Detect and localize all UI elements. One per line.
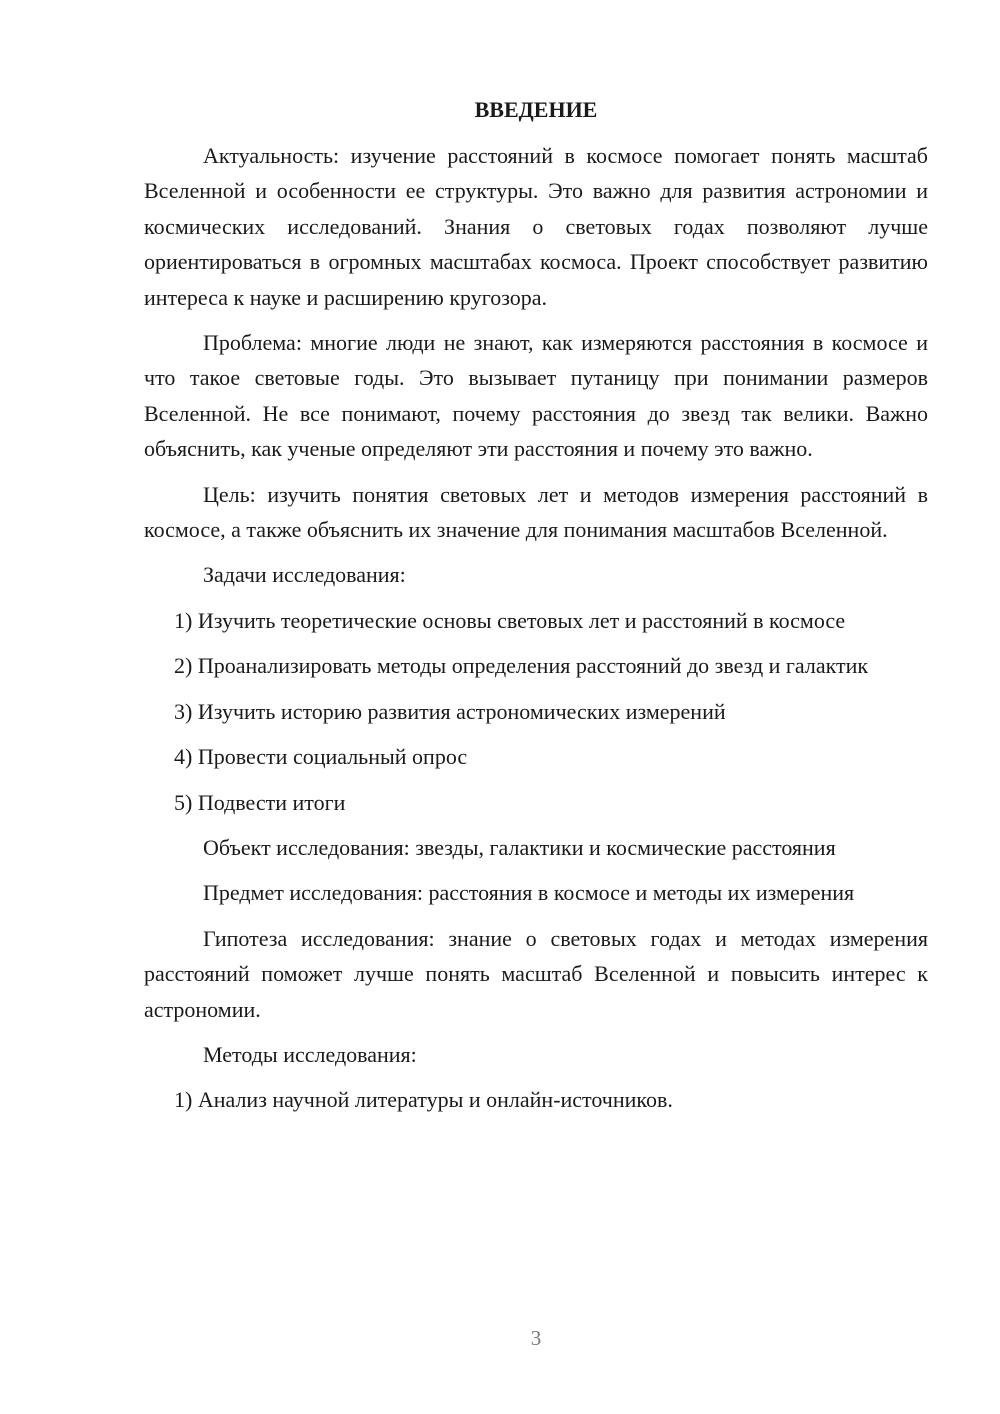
page-number: 3 (530, 1326, 542, 1350)
object-paragraph: Объект исследования: звезды, галактики и космические расстояния (203, 834, 836, 860)
tasks-heading: Задачи исследования: (203, 562, 406, 588)
problem-paragraph: Проблема: многие люди не знают, как измеряются расстояния в космосе и что такое световые годы. Это вызывает путаницу при понимании размеров Вселенной. Не все понимают, почему расстояния до звезд так велики. Важно объяснить, как ученые определяют эти расстояния и почему это важно. (144, 330, 928, 462)
hypothesis-paragraph: Гипотеза исследования: знание о световых годах и методах измерения расстояний поможет лучше понять масштаб Вселенной и повысить интерес к астрономии. (144, 925, 928, 1022)
relevance-paragraph: Актуальность: изучение расстояний в космосе помогает понять масштаб Вселенной и особенности ее структуры. Это важно для развития астрономии и космических исследований. Знания о световых годах позволяют лучше ориентироваться в огромных масштабах космоса. Проект способствует развитию интереса к науке и расширению кругозора. (144, 143, 928, 310)
methods-heading: Методы исследования: (203, 1041, 417, 1067)
subject-paragraph: Предмет исследования: расстояния в космосе и методы их измерения (203, 880, 855, 906)
section-title: ВВЕДЕНИЕ (474, 97, 598, 122)
goal-paragraph: Цель: изучить понятия световых лет и методов измерения расстояний в космосе, а также объяснить их значение для понимания масштабов Вселенной. (144, 481, 928, 543)
task-item-2: 2) Проанализировать методы определения расстояний до звезд и галактик (174, 653, 869, 679)
task-item-3: 3) Изучить историю развития астрономических измерений (174, 698, 726, 724)
task-item-4: 4) Провести социальный опрос (174, 744, 468, 770)
task-item-5: 5) Подвести итоги (174, 789, 346, 815)
task-item-1: 1) Изучить теоретические основы световых лет и расстояний в космосе (174, 607, 846, 633)
method-item-1: 1) Анализ научной литературы и онлайн-источников. (174, 1087, 673, 1113)
document-body (144, 92, 928, 1128)
